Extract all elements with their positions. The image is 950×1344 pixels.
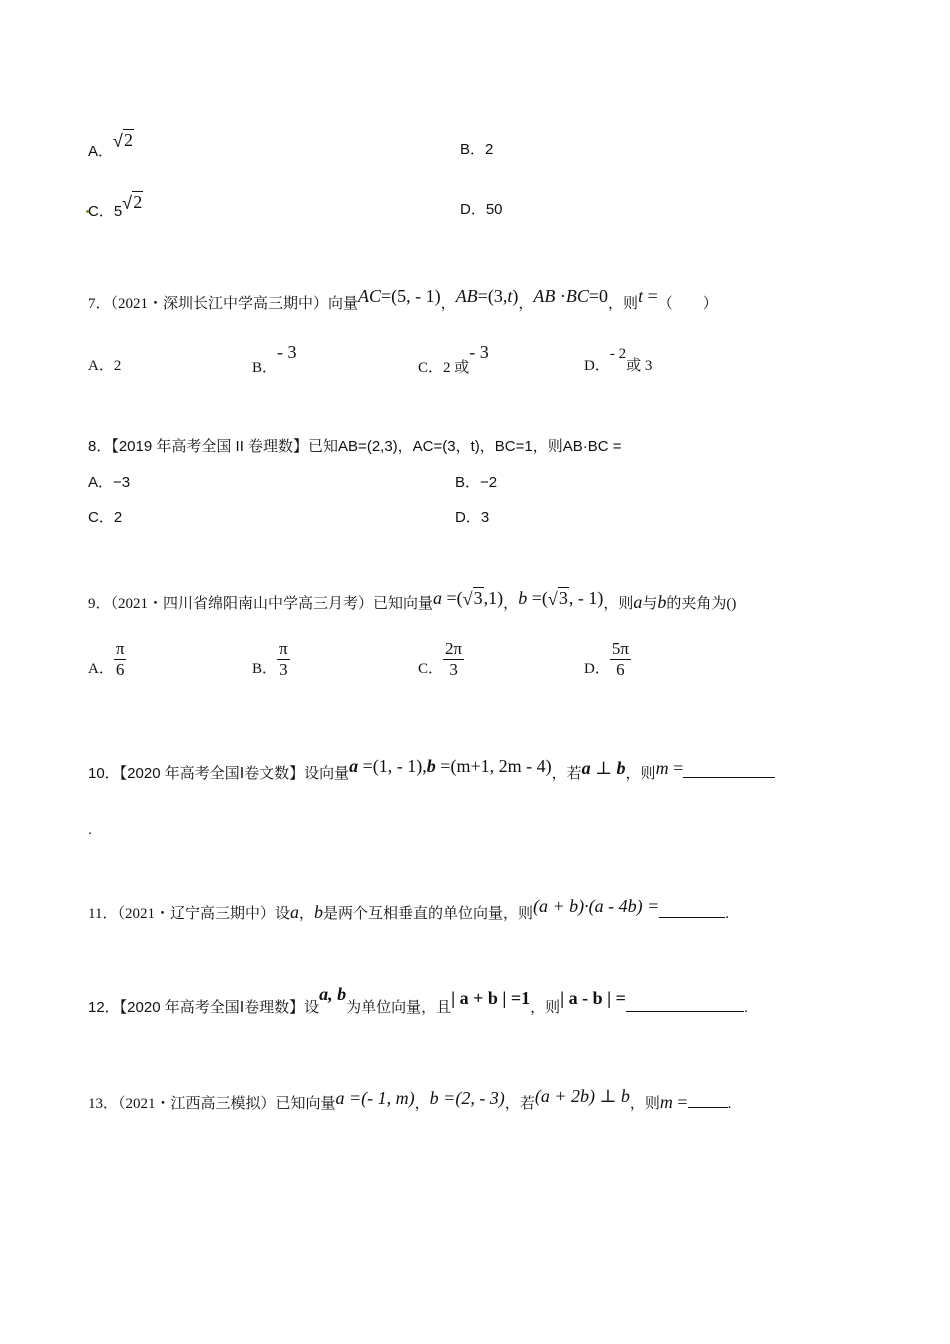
q8-stem: 8．【2019 年高考全国 II 卷理数】已知AB=(2,3)，AC=(3，t)，BC=1，则AB·BC =: [88, 438, 622, 455]
q6-option-a: [88, 130, 134, 162]
variable-t: t: [507, 286, 513, 306]
answer-blank[interactable]: [683, 777, 775, 778]
equals-zero: =0: [588, 286, 609, 306]
q8-option-b: B．−2: [455, 474, 498, 491]
option-label: D．: [584, 358, 610, 374]
vector-tail: ,1): [483, 588, 504, 608]
norm-condition: | a + b | =1: [451, 988, 531, 1008]
vector-definitions: [349, 756, 551, 776]
connector-text: ，则: [625, 765, 656, 782]
fraction-numerator: 2π: [445, 639, 463, 658]
q9-option-a: [88, 640, 126, 680]
q7-option-a: A．2: [88, 358, 122, 374]
q13-stem: [88, 1086, 732, 1114]
option-label: D．: [584, 661, 610, 678]
question-text: 10．【2020 年高考全国Ⅰ卷文数】设向量: [88, 765, 350, 782]
fraction-numerator: 5π: [611, 639, 629, 658]
open-paren: =(: [531, 588, 548, 608]
q6-option-d: D．50: [460, 201, 503, 218]
connector-text: ，则: [608, 296, 639, 312]
close-paren: ): [512, 286, 519, 306]
vector-b-value: =(m+1, 2m - 4): [440, 756, 552, 776]
question-tail: 的夹角为(): [666, 596, 737, 612]
connector-text: ，则: [603, 596, 634, 612]
connector-text: ，则: [530, 999, 561, 1016]
q11-stem: [88, 896, 729, 924]
dot-product-expression: [533, 286, 608, 306]
t-equals: [638, 286, 658, 306]
coefficient: 5: [113, 203, 123, 220]
fraction: [114, 640, 127, 680]
option-value: - 3: [277, 342, 297, 362]
sqrt-radicand: 3: [558, 588, 568, 608]
q8-option-a: A．−3: [88, 474, 131, 491]
q6-option-c: [88, 192, 143, 222]
vector-a-value: =(1, - 1),: [362, 756, 427, 776]
q9-option-b: [252, 640, 290, 680]
sqrt-radicand: 3: [473, 588, 483, 608]
vector-b-expression: [518, 588, 603, 608]
sqrt-radicand: 2: [133, 192, 143, 212]
vector-ab: AB: [455, 286, 478, 306]
answer-blank[interactable]: [659, 917, 725, 918]
m-equals: [656, 758, 684, 778]
connector-text: ，若: [551, 765, 582, 782]
fraction: [610, 640, 631, 680]
connector-text: 与: [642, 596, 658, 612]
option-label: B．: [252, 661, 278, 678]
vector-ab-expression: [456, 286, 519, 306]
vector-ac-value: =(5, - 1): [381, 286, 441, 306]
option-label: C．: [418, 661, 444, 678]
fraction: [443, 640, 464, 680]
option-label: A．: [88, 661, 114, 678]
perpendicular-condition: [582, 758, 626, 778]
vector-a: a: [289, 902, 299, 922]
connector-text: ，若: [504, 1096, 535, 1112]
vector-a-expression: [433, 588, 503, 608]
vector-a-expression: a =(- 1, m): [335, 1088, 415, 1108]
vector-ac-expression: [358, 286, 441, 306]
norm-expression: | a - b | =: [560, 988, 626, 1008]
q10-stem: [88, 756, 775, 784]
option-label: C．: [88, 203, 114, 220]
dot-product-expression: (a + b)·(a - 4b) =: [532, 896, 660, 916]
fraction-denominator: 3: [279, 660, 288, 679]
connector-text: ，则: [629, 1096, 660, 1112]
vector-bc: BC: [565, 286, 589, 306]
equals-sign: =: [673, 758, 684, 778]
question-text: 12．【2020 年高考全国Ⅰ卷理数】设: [88, 999, 320, 1016]
vector-b-expression: b =(2, - 3): [429, 1088, 505, 1108]
separator: ，: [414, 1096, 430, 1112]
answer-blank[interactable]: [688, 1107, 728, 1108]
separator: ，: [503, 596, 519, 612]
equals-sign: =: [647, 286, 658, 306]
vector-b: b: [518, 588, 528, 608]
option-tail: 或 3: [626, 358, 653, 374]
answer-blank[interactable]: [626, 1011, 744, 1012]
fraction-numerator: π: [279, 639, 288, 658]
dot-symbol: ·: [559, 286, 566, 306]
option-label: B．: [252, 360, 278, 376]
q7-option-b: [252, 342, 297, 378]
vector-b: b: [616, 758, 626, 778]
sqrt-expression: √ 3: [547, 588, 568, 609]
unit-vectors: a, b: [319, 984, 347, 1004]
question-text: 为单位向量，且: [346, 999, 452, 1016]
period: .: [727, 1096, 732, 1112]
vector-ac: AC: [358, 286, 382, 306]
question-text: 13．（2021・江西高三模拟）已知向量: [88, 1096, 336, 1112]
period: .: [743, 999, 749, 1016]
fraction-denominator: 6: [115, 660, 125, 679]
vector-b: b: [426, 756, 436, 776]
option-label: A．: [88, 143, 114, 160]
vector-a: a: [349, 756, 359, 776]
q7-stem: 7．（2021・深圳长江中学高三期中）向量AC=(5, - 1)，AB=(3,t)，AB ·BC=0，则t =（ ）: [88, 286, 718, 312]
perpendicular-condition: (a + 2b) ⊥ b: [534, 1086, 630, 1106]
sqrt-expression: √ 2: [122, 192, 143, 213]
q10-period: .: [88, 821, 93, 838]
period: .: [725, 906, 729, 922]
question-text: 9．（2021・四川省绵阳南山中学高三月考）已知向量: [88, 596, 434, 612]
option-label: C．2 或: [418, 360, 470, 376]
vector-tail: , - 1): [568, 588, 604, 608]
perpendicular-symbol: ⊥: [595, 758, 613, 778]
vector-b: b: [657, 592, 667, 612]
question-text: 7．（2021・深圳长江中学高三期中）向量: [88, 296, 359, 312]
sqrt-expression: √ 2: [113, 130, 134, 151]
sqrt-expression: √ 3: [462, 588, 483, 609]
vector-ab-value: =(3,: [477, 286, 508, 306]
q9-stem: [88, 588, 737, 614]
vector-a: a: [433, 588, 443, 608]
question-text: 是两个互相垂直的单位向量，则: [322, 906, 533, 922]
variable-t: t: [638, 286, 644, 306]
q7-option-c: [418, 342, 489, 378]
q6-option-b: B．2: [460, 141, 494, 158]
fraction-denominator: 3: [449, 660, 458, 679]
variable-m: m: [655, 758, 669, 778]
q8-option-c: C．2: [88, 509, 123, 526]
equals-sign: =: [677, 1092, 688, 1112]
open-paren: =(: [446, 588, 463, 608]
sqrt-radicand: 2: [124, 130, 134, 150]
question-text: 11．（2021・辽宁高三期中）设: [88, 906, 290, 922]
vector-ab: AB: [533, 286, 556, 306]
q9-option-c: [418, 640, 464, 680]
option-value: - 3: [469, 342, 489, 362]
vector-b: b: [313, 902, 323, 922]
vector-a: a: [581, 758, 591, 778]
fraction-numerator: π: [115, 639, 125, 658]
vector-a: a: [633, 592, 643, 612]
q12-stem: [88, 984, 749, 1018]
answer-paren: （ ）: [657, 296, 718, 312]
q7-option-d: [584, 346, 653, 376]
separator: ，: [298, 906, 314, 922]
variable-m: m: [659, 1092, 673, 1112]
fraction-denominator: 6: [616, 660, 625, 679]
m-equals: [660, 1092, 688, 1112]
option-value: - 2: [609, 346, 627, 362]
fraction: [277, 640, 290, 680]
q9-option-d: [584, 640, 631, 680]
q8-option-d: D．3: [455, 509, 490, 526]
